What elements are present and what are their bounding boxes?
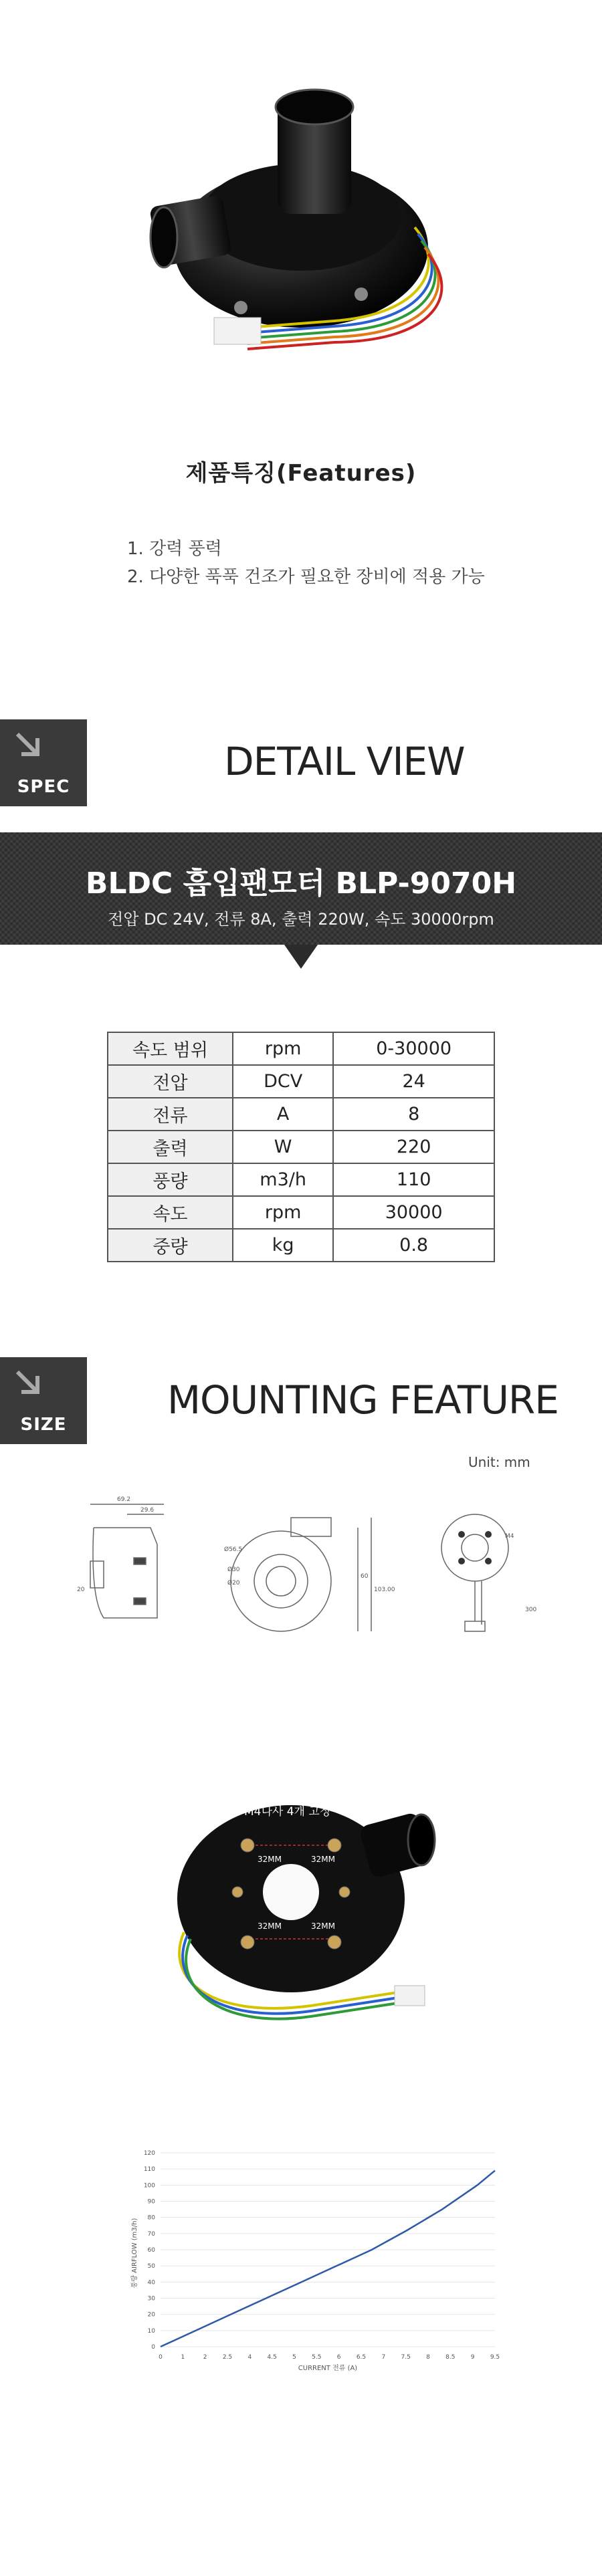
feature-item: 2. 다양한 푹푹 건조가 필요한 장비에 적용 가능 bbox=[127, 567, 485, 587]
x-tick-label: 5.5 bbox=[312, 2354, 322, 2361]
x-tick-label: 0 bbox=[159, 2354, 163, 2361]
dim-label: 60 bbox=[361, 1573, 369, 1580]
dim-label: 29.6 bbox=[140, 1507, 155, 1514]
y-tick-label: 100 bbox=[143, 2182, 155, 2190]
product-banner bbox=[0, 832, 602, 945]
y-tick-label: 30 bbox=[147, 2295, 155, 2303]
arrow-down-right-icon bbox=[12, 1367, 45, 1400]
spec-value: 220 bbox=[333, 1131, 494, 1163]
table-row bbox=[108, 1131, 494, 1163]
spec-unit: rpm bbox=[233, 1196, 333, 1229]
banner-notch bbox=[284, 945, 318, 969]
spec-table bbox=[107, 1032, 495, 1262]
features-title: 제품특징(Features) bbox=[185, 460, 417, 487]
spec-unit: rpm bbox=[233, 1032, 333, 1065]
dim-label: 32MM bbox=[311, 1855, 335, 1864]
dim-label: 32MM bbox=[311, 1921, 335, 1931]
x-tick-label: 1 bbox=[181, 2354, 185, 2361]
size-badge bbox=[0, 1357, 87, 1444]
dim-label: M4 bbox=[505, 1533, 514, 1540]
technical-drawing bbox=[64, 1491, 545, 1638]
y-tick-label: 110 bbox=[143, 2166, 155, 2174]
y-tick-label: 70 bbox=[147, 2230, 155, 2238]
x-tick-label: 9 bbox=[470, 2354, 475, 2361]
y-tick-label: 10 bbox=[147, 2327, 155, 2335]
spec-label: 출력 bbox=[108, 1131, 233, 1163]
spec-badge-label: SPEC bbox=[17, 777, 70, 797]
product-photo-mounting bbox=[157, 1778, 458, 2059]
size-badge-label: SIZE bbox=[20, 1415, 67, 1435]
detail-view-title: DETAIL VIEW bbox=[224, 739, 465, 784]
dim-label: Ø20 bbox=[227, 1580, 240, 1587]
x-tick-label: 4 bbox=[247, 2354, 252, 2361]
y-tick-label: 0 bbox=[151, 2344, 155, 2351]
airflow-chart bbox=[127, 2139, 508, 2373]
dim-label: 300 bbox=[525, 1607, 537, 1613]
y-tick-label: 50 bbox=[147, 2263, 155, 2270]
x-tick-label: 7 bbox=[381, 2354, 386, 2361]
features-list bbox=[127, 535, 485, 591]
spec-value: 30000 bbox=[333, 1196, 494, 1229]
x-tick-label: 6.5 bbox=[356, 2354, 367, 2361]
spec-label: 전압 bbox=[108, 1065, 233, 1098]
spec-value: 0.8 bbox=[333, 1229, 494, 1262]
series-line bbox=[161, 2171, 495, 2347]
x-tick-label: 2.5 bbox=[222, 2354, 233, 2361]
dim-label: Ø30 bbox=[227, 1566, 240, 1573]
dim-label: 103.00 bbox=[374, 1587, 395, 1593]
mounting-feature-title: MOUNTING FEATURE bbox=[167, 1377, 559, 1423]
spec-value: 110 bbox=[333, 1163, 494, 1196]
spec-label: 속도 bbox=[108, 1196, 233, 1229]
x-tick-label: 7.5 bbox=[401, 2354, 411, 2361]
table-row bbox=[108, 1163, 494, 1196]
spec-value: 8 bbox=[333, 1098, 494, 1131]
spec-value: 24 bbox=[333, 1065, 494, 1098]
y-tick-label: 120 bbox=[143, 2150, 155, 2157]
table-row bbox=[108, 1032, 494, 1065]
x-tick-label: 2 bbox=[203, 2354, 207, 2361]
x-tick-label: 8 bbox=[426, 2354, 430, 2361]
banner-title: BLDC 흡입팬모터 BLP-9070H bbox=[85, 866, 517, 901]
dim-label: Ø56.5 bbox=[224, 1546, 243, 1553]
x-tick-label: 6 bbox=[336, 2354, 341, 2361]
dim-label: 69.2 bbox=[117, 1496, 131, 1503]
mounting-photo-label: M4나사 4개 고정 bbox=[244, 1805, 331, 1819]
x-axis-label: CURRENT 전류 (A) bbox=[298, 2365, 358, 2372]
y-tick-label: 80 bbox=[147, 2214, 155, 2222]
banner-subtitle: 전압 DC 24V, 전류 8A, 출력 220W, 속도 30000rpm bbox=[108, 910, 494, 929]
y-axis-label: 풍량 AIRFLOW (m3/h) bbox=[131, 2218, 138, 2289]
table-row bbox=[108, 1065, 494, 1098]
x-tick-label: 4.5 bbox=[267, 2354, 277, 2361]
table-row bbox=[108, 1229, 494, 1262]
y-tick-label: 20 bbox=[147, 2311, 155, 2319]
spec-label: 중량 bbox=[108, 1229, 233, 1262]
spec-label: 속도 범위 bbox=[108, 1032, 233, 1065]
spec-label: 풍량 bbox=[108, 1163, 233, 1196]
dim-label: 20 bbox=[77, 1587, 85, 1593]
feature-item: 1. 강력 풍력 bbox=[127, 539, 222, 559]
table-row bbox=[108, 1098, 494, 1131]
dim-label: 32MM bbox=[258, 1855, 282, 1864]
y-tick-label: 60 bbox=[147, 2247, 155, 2254]
unit-note: Unit: mm bbox=[468, 1454, 530, 1470]
arrow-down-right-icon bbox=[12, 729, 45, 762]
x-tick-label: 8.5 bbox=[445, 2354, 456, 2361]
y-tick-label: 90 bbox=[147, 2198, 155, 2206]
spec-unit: A bbox=[233, 1098, 333, 1131]
spec-value: 0-30000 bbox=[333, 1032, 494, 1065]
spec-label: 전류 bbox=[108, 1098, 233, 1131]
dim-label: 32MM bbox=[258, 1921, 282, 1931]
table-row bbox=[108, 1196, 494, 1229]
spec-unit: W bbox=[233, 1131, 333, 1163]
x-tick-label: 5 bbox=[292, 2354, 296, 2361]
spec-unit: kg bbox=[233, 1229, 333, 1262]
x-tick-label: 9.5 bbox=[490, 2354, 500, 2361]
product-photo-motor bbox=[134, 47, 468, 394]
y-tick-label: 40 bbox=[147, 2279, 155, 2287]
spec-unit: DCV bbox=[233, 1065, 333, 1098]
spec-badge bbox=[0, 719, 87, 806]
spec-unit: m3/h bbox=[233, 1163, 333, 1196]
